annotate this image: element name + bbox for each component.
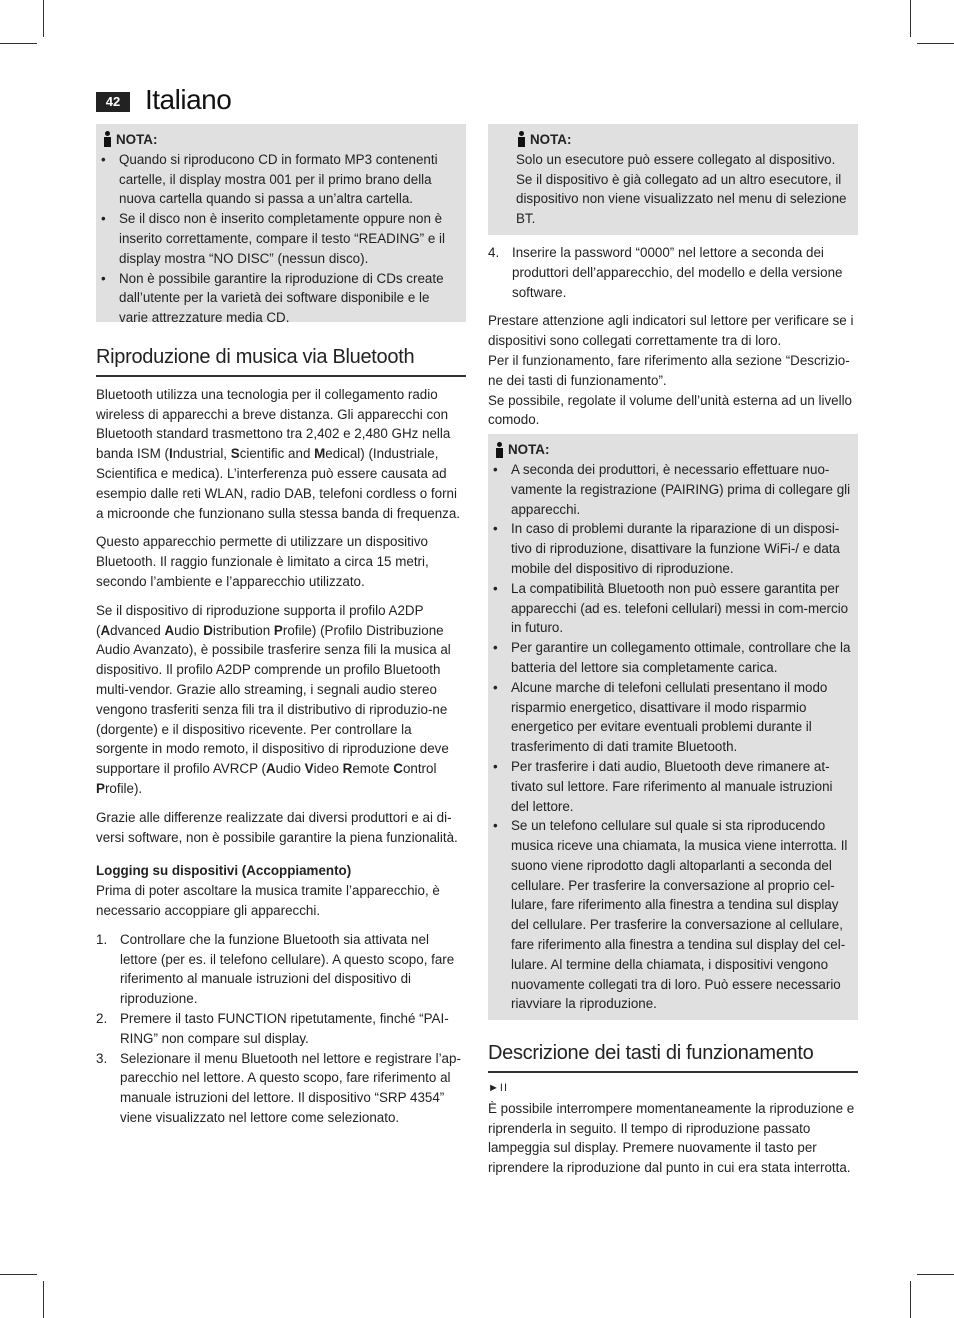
note-heading [102,130,460,150]
note-box [96,124,466,326]
note-heading [494,440,852,460]
paragraph: Se possibile, regolate il volume dell’unità esterna ad un livello comodo. [488,392,852,428]
right-column [488,124,858,1178]
page-title: Italiano [145,84,232,115]
crop-mark [0,43,37,44]
note-list [96,150,460,328]
note-text: Solo un esecutore può essere collegato al dispositivo. Se il dispositivo è già collegato ad un altro esecutore, il dispositivo non viene visualizzato nel menu di selezione BT. [516,151,847,227]
note-label: NOTA: [508,442,550,458]
crop-mark [0,1274,37,1275]
list-item: • La compatibilità Bluetooth non può essere garantita per apparecchi (ad es. telefoni cellulari) messi in com-mercio in futuro. [488,579,852,638]
list-item: • Quando si riproducono CD in formato MP3 contenenti cartelle, il display mostra 001 per il primo brano della nuova cartella quando si passa a un’altra cartella. [96,150,460,209]
crop-mark [43,0,44,37]
list-item: • Per garantire un collegamento ottimale, controllare che la batteria del lettore sia completamente carica. [488,638,852,678]
step-item: 1. Controllare che la funzione Bluetooth sia attivata nel lettore (per es. il telefono cellulare). A questo scopo, fare riferimento al manuale istruzioni del dispositivo di riproduzione. [96,931,455,1007]
info-icon [102,131,113,148]
list-item: • In caso di problemi durante la riparazione di un disposi-tivo di riproduzione, disattivare la funzione WiFi-/ e data mobile del dispositivo di riproduzione. [488,519,852,578]
list-item: • Alcune marche di telefoni cellulati presentano il modo risparmio energetico, disattivare il modo risparmio energetico per evitare eventuali problemi durante il trasferimento di dati tramite Bluetooth. [488,678,852,757]
page-number: 42 [96,92,130,112]
crop-mark [917,1274,954,1275]
note-label: NOTA: [530,132,572,147]
step-item: 4. Inserire la password “0000” nel lettore a seconda dei produttori dell’apparecchio, del modello e della versione software. [488,244,843,300]
list-item: • Non è possibile garantire la riproduzione di CDs create dall’utente per la varietà dei software disponibile e le varie attrezzature media CD. [96,269,460,328]
crop-mark [910,1281,911,1318]
steps-list [488,243,858,302]
list-item: • Per trasferire i dati audio, Bluetooth deve rimanere at-tivato sul lettore. Fare riferimento al manuale istruzioni del lettore. [488,757,852,816]
note-box [488,434,858,1020]
crop-mark [917,43,954,44]
list-item: • A seconda dei produttori, è necessario effettuare nuo-vamente la registrazione (PAIRING) prima di collegare gli apparecchi. [488,460,852,519]
paragraph: Se il dispositivo di riproduzione supporta il profilo A2DP (Advanced Audio Distribution Profile) (Profilo Distribuzione Audio Avanzato), è possibile trasferire senza fili la musica al dispositivo. Il profilo A2DP comprende un profilo Bluetooth multi-vendor. Grazie allo streaming, i segnali audio stereo vengono trasferiti senza fili tra il distributivo di riproduzio-ne (dorgente) e il dispositivo ricevente. Per controllare la sorgente in modo remoto, il dispositivo di riproduzione deve supportare il profilo AVRCP (Audio Video Remote Control Profile). [96,602,451,796]
note-list [488,460,852,1014]
paragraph: Questo apparecchio permette di utilizzare un dispositivo Bluetooth. Il raggio funzionale è limitato a circa 15 metri, secondo l’ambiente e l’apparecchio utilizzato. [96,534,429,589]
note-heading [516,130,848,150]
step-item: 2. Premere il tasto FUNCTION ripetutamente, finché “PAI-RING” non compare sul display. [96,1010,449,1046]
subheading: Logging su dispositivi (Accoppiamento) [96,863,352,879]
note-label: NOTA: [116,132,158,147]
info-icon [494,442,505,459]
paragraph: Per il funzionamento, fare riferimento alla sezione “Descrizio-ne dei tasti di funzionamento”. [488,352,850,388]
steps-list [96,930,466,1128]
paragraph: Prestare attenzione agli indicatori sul lettore per verificare se i dispositivi sono collegati correttamente tra di loro. [488,313,854,349]
crop-mark [910,0,911,37]
play-pause-icon: ►II [488,1082,508,1095]
step-item: 3. Selezionare il menu Bluetooth nel lettore e registrare l’ap-parecchio nel lettore. A questo scopo, fare riferimento al manuale istruzioni del lettore. Il dispositivo “SRP 4354” viene visualizzato nel lettore come selezionato. [96,1050,461,1125]
paragraph: Prima di poter ascoltare la musica tramite l’apparecchio, è necessario accoppiare gli apparecchi. [96,883,440,918]
note-box [488,124,858,235]
list-item: • Se il disco non è inserito completamente oppure non è inserito correttamente, compare il testo “READING” e il display mostra “NO DISC” (nessun disco). [96,209,460,268]
left-column [96,124,466,1128]
paragraph: È possibile interrompere momentaneamente la riproduzione e riprenderla in seguito. Il tempo di riproduzione passato lampeggia sul display. Premere nuovamente il tasto per riprendere la riproduzione dal punto in cui era stata interrotta. [488,1100,855,1176]
info-icon [516,131,527,148]
section-heading: Descrizione dei tasti di funzionamento [488,1044,858,1073]
paragraph: Bluetooth utilizza una tecnologia per il collegamento radio wireless di apparecchi a breve distanza. Gli apparecchi con Bluetooth standard trasmettono tra 2,402 e 2,480 GHz nella banda ISM (Industrial, Scientific and Medical) (Industriale, Scientifica e medica). L’interferenza può essere causata ad esempio dalle reti WLAN, radio DAB, telefoni cordless o forni a microonde che funzionano sulla stessa banda di frequenza. [96,386,461,521]
section-heading: Riproduzione di musica via Bluetooth [96,348,466,377]
paragraph: Grazie alle differenze realizzate dai diversi produttori e ai di-versi software, non è possibile garantire la piena funzionalità. [96,809,458,845]
crop-mark [43,1281,44,1318]
list-item: • Se un telefono cellulare sul quale si sta riproducendo musica riceve una chiamata, la musica viene interrotta. Il suono viene riprodotto dagli altoparlanti a seconda del cellulare. Per trasferire la conversazione al proprio cel-lulare, fare riferimento alla finestra a tendina sul display del cellulare. Per trasferire la conversazione al cellulare, fare riferimento alla finestra a tendina sul display del cel-lulare. Al termine della chiamata, i dispositivi vengono nuovamente collegati tra di loro. Può essere necessario riavviare la riproduzione. [488,816,852,1014]
